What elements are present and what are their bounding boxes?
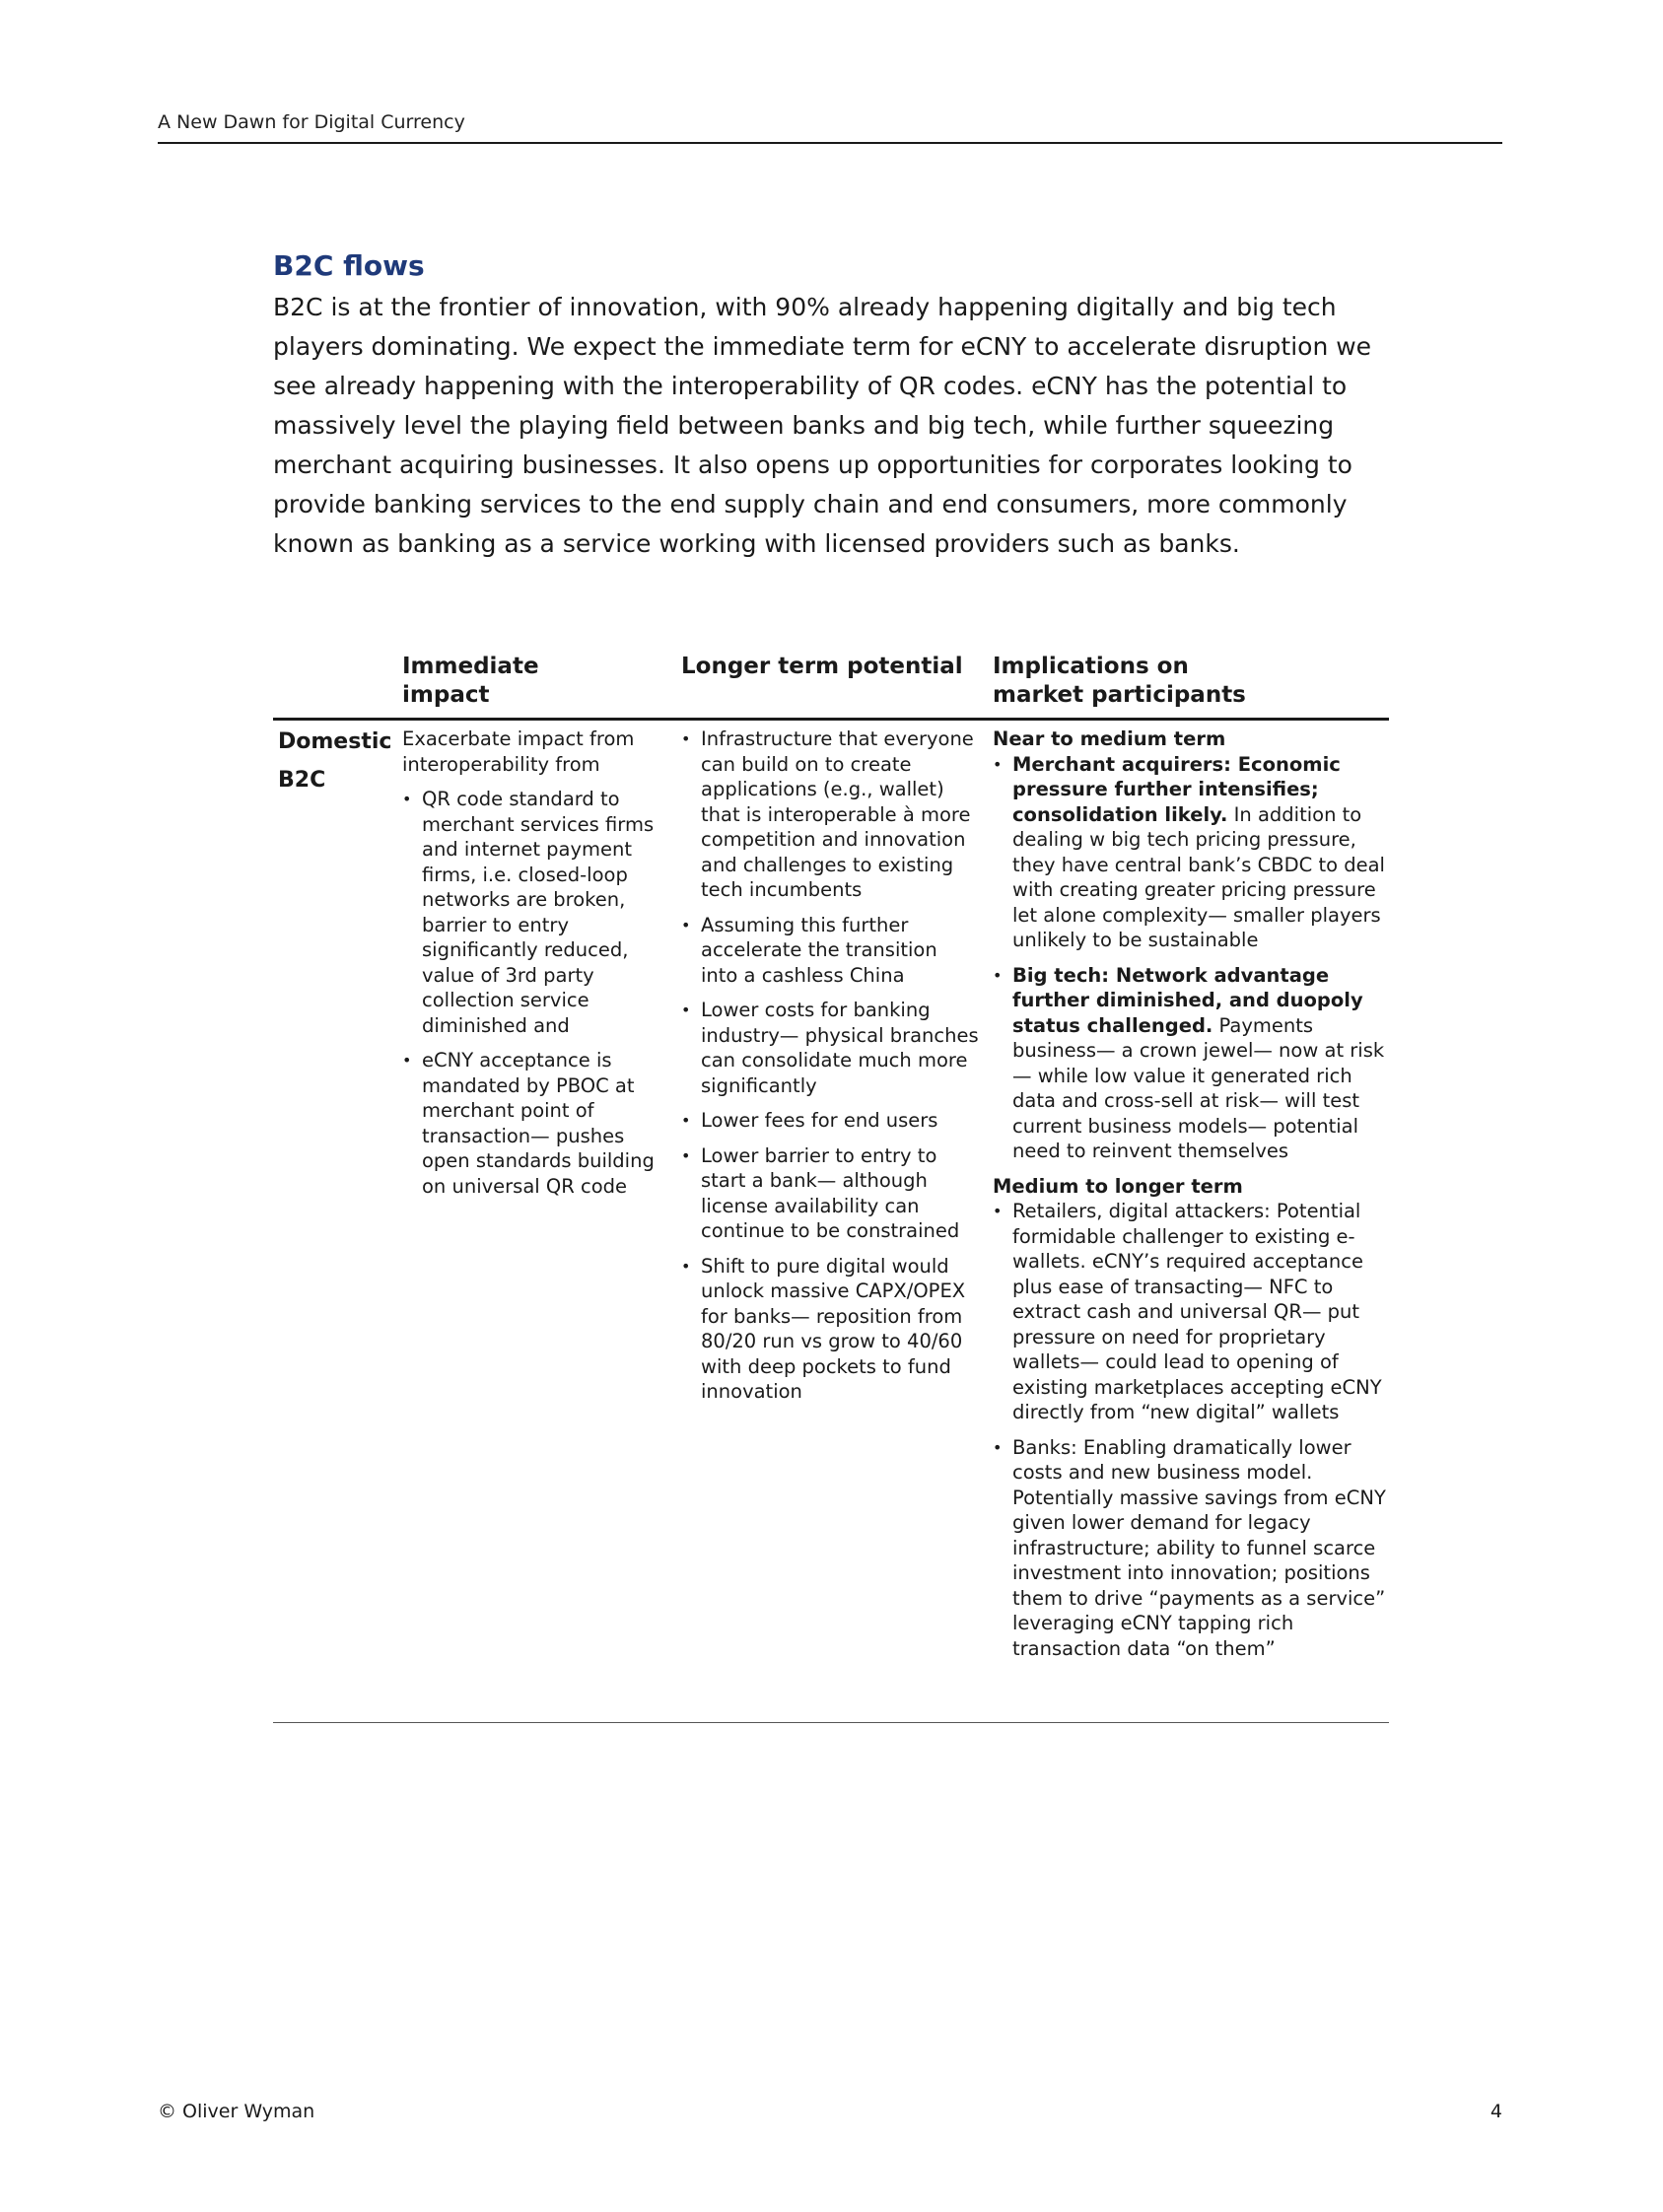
list-item: • Assuming this further accelerate the transition into a cashless China <box>681 913 979 989</box>
immediate-bullets <box>402 787 660 1199</box>
running-header-title: A New Dawn for Digital Currency <box>158 111 465 133</box>
list-item: • Retailers, digital attackers: Potential formidable challenger to existing e-wallets. eCNY’s required acceptance plus ease of transacting— NFC to extract cash and universal QR— put pressure on need for proprietary wallets— could lead to opening of existing marketplaces accepting eCNY directly from “new digital” wallets <box>993 1199 1389 1425</box>
longer-bullets <box>681 726 979 1405</box>
copyright: © Oliver Wyman <box>158 2101 315 2122</box>
list-item: • Shift to pure digital would unlock massive CAPX/OPEX for banks— reposition from 80/20 run vs grow to 40/60 with deep pockets to fund innovation <box>681 1254 979 1405</box>
column-header-immediate: Immediate impact <box>402 654 539 708</box>
list-item <box>993 752 1389 953</box>
immediate-intro: Exacerbate impact from interoperability from <box>402 727 635 776</box>
long-term-bullets <box>993 1199 1389 1661</box>
list-item: • Lower barrier to entry to start a bank— although license availability can continue to be constrained <box>681 1143 979 1244</box>
long-term-heading: Medium to longer term <box>993 1174 1243 1198</box>
bullet-bold-lead: Big tech: Network advantage further diminished, and duopoly status challenged. <box>1012 963 1363 1037</box>
cell-implications <box>993 726 1389 1671</box>
main-content <box>273 248 1389 1660</box>
bullet-text: In addition to dealing w big tech pricing pressure, they have central bank’s CBDC to deal with creating greater pricing pressure let alone complexity— smaller players unlikely to be sustainable <box>1012 802 1385 951</box>
list-item: • Banks: Enabling dramatically lower costs and new business model. Potentially massive savings from eCNY given lower demand for legacy infrastructure; ability to funnel scarce investment into innovation; positions them to drive “payments as a service” leveraging eCNY tapping rich transaction data “on them” <box>993 1435 1389 1662</box>
list-item: • Lower costs for banking industry— physical branches can consolidate much more significantly <box>681 998 979 1098</box>
list-item: • QR code standard to merchant services firms and internet payment firms, i.e. closed-loop networks are broken, barrier to entry significantly reduced, value of 3rd party collection service diminished and <box>402 787 660 1038</box>
table-row <box>273 721 1389 1723</box>
page-header <box>158 110 1502 144</box>
bullet-bold-lead: Merchant acquirers: Economic pressure further intensifies; consolidation likely. <box>1012 752 1341 826</box>
list-item: • eCNY acceptance is mandated by PBOC at merchant point of transaction— pushes open standards building on universal QR code <box>402 1048 660 1199</box>
section-intro: B2C is at the frontier of innovation, with 90% already happening digitally and big tech players dominating. We expect the immediate term for eCNY to accelerate disruption we see already happening with the interoperability of QR codes. eCNY has the potential to massively level the playing field between banks and big tech, while further squeezing merchant acquiring businesses. It also opens up opportunities for corporates looking to provide banking services to the end supply chain and end consumers, more commonly known as banking as a service working with licensed providers such as banks. <box>273 293 1372 558</box>
row-label-line-2: B2C <box>278 768 326 793</box>
list-item <box>993 963 1389 1164</box>
list-item: • Lower fees for end users <box>681 1108 979 1134</box>
impact-table <box>273 653 1389 1723</box>
section-title: B2C flows <box>273 249 425 282</box>
cell-longer-term <box>681 726 979 1415</box>
page-number: 4 <box>1490 2101 1502 2122</box>
row-label-line-1: Domestic <box>278 729 392 754</box>
bullet-text: Payments business— a crown jewel— now at risk— while low value it generated rich data and cross-sell at risk— will test current business models— potential need to reinvent themselves <box>1012 1013 1385 1162</box>
list-item: • Infrastructure that everyone can build on to create applications (e.g., wallet) that is interoperable à more competition and innovation and challenges to existing tech incumbents <box>681 726 979 903</box>
near-term-bullets <box>993 752 1389 1164</box>
row-label <box>278 723 401 799</box>
near-term-heading: Near to medium term <box>993 727 1226 750</box>
column-header-longer: Longer term potential <box>681 654 963 679</box>
table-header <box>273 653 1389 721</box>
cell-immediate-impact <box>402 726 660 1209</box>
column-header-implications: Implications on market participants <box>993 654 1246 708</box>
